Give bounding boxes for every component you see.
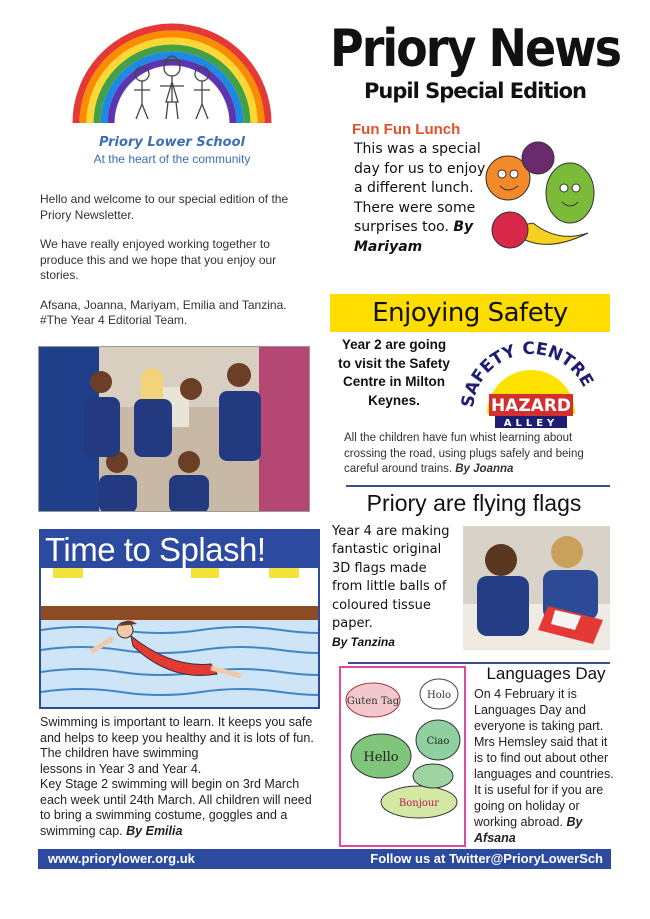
bubble-text: Bonjour — [398, 798, 440, 809]
twitter-link[interactable]: Follow us at Twitter@PrioryLowerSch — [370, 851, 603, 866]
languages-byline: By Afsana — [474, 815, 583, 845]
safety-lead: Year 2 are going to visit the Safety Centre in Milton Keynes. — [338, 337, 450, 408]
splash-body-text: Key Stage 2 swimming will begin on 3rd March each week until 24th March. All children will need to bring a swimming costume, goggles and a swimming cap. — [40, 777, 312, 838]
flags-body-text: Year 4 are making fantastic original 3D flags made from little balls of coloured tissue paper. — [332, 524, 450, 632]
flags-article — [332, 523, 460, 653]
lunch-byline: By Mariyam — [354, 219, 474, 255]
cartoon-fruit-illustration — [478, 138, 603, 258]
lunch-heading: Fun Fun Lunch — [352, 121, 461, 138]
splash-heading: Time to Splash! — [41, 531, 318, 568]
bubble-text: Holo — [427, 690, 451, 701]
hazard-logo-bottom-text: ALLEY — [503, 418, 559, 429]
languages-heading: Languages Day — [486, 664, 606, 683]
safety-detail-text: All the children have fun whist learning about crossing the road, using plugs safely and being careful around trains. — [344, 432, 584, 475]
safety-banner: Enjoying Safety — [330, 294, 610, 332]
website-link[interactable]: www.priorylower.org.uk — [48, 851, 195, 866]
lunch-article — [354, 140, 494, 258]
school-name: Priory Lower School — [99, 135, 245, 150]
hazard-alley-logo — [455, 334, 605, 430]
swimming-drawing — [41, 568, 318, 707]
splash-body-line: Swimming is important to learn. It keeps you safe and helps to keep you healthy and it is lots of fun. The children have swimming — [40, 715, 314, 760]
splash-article — [40, 715, 322, 839]
lunch-body-text: This was a special day for us to enjoy a different lunch. There were some surprises too. — [354, 141, 486, 236]
editorial-team-names: Afsana, Joanna, Mariyam, Emilia and Tanzina. — [40, 297, 287, 312]
newsletter-subtitle: Pupil Special Edition — [364, 79, 586, 103]
section-divider — [346, 485, 610, 487]
intro-paragraph: We have really enjoyed working together to produce this and we hope that you enjoy our stories. — [40, 237, 277, 282]
intro-paragraph: Hello and welcome to our special edition of the Priory Newsletter. — [40, 192, 289, 222]
footer-bar — [38, 849, 611, 869]
languages-drawing — [339, 666, 466, 847]
languages-article — [474, 686, 614, 846]
school-tagline: At the heart of the community — [93, 152, 251, 166]
bubble-text: Guten Tag — [346, 696, 400, 707]
flags-byline: By Tanzina — [332, 635, 395, 650]
safety-byline: By Joanna — [455, 463, 514, 475]
hazard-logo-top-text: SAFETY CENTRE — [458, 338, 598, 409]
splash-byline: By Emilia — [126, 823, 183, 838]
flags-heading: Priory are flying flags — [366, 490, 582, 516]
splash-body-line: lessons in Year 3 and Year 4. — [40, 761, 202, 776]
bubble-text: Ciao — [426, 736, 450, 747]
bubble-text: Hello — [363, 750, 399, 765]
intro-section — [40, 192, 315, 343]
newsletter-title: Priory News — [329, 18, 621, 79]
splash-body-line — [40, 777, 322, 839]
flag-making-photo — [463, 526, 610, 650]
editorial-team-tag: #The Year 4 Editorial Team. — [40, 313, 188, 327]
editorial-team-photo — [38, 346, 310, 512]
languages-body-text: On 4 February it is Languages Day and everyone is taking part. Mrs Hemsley said that it is to find out about other languages and countries. It is useful for if you are going on holiday or working abroad. — [474, 687, 614, 829]
hazard-logo-middle-text: HAZARD — [490, 396, 572, 416]
safety-detail — [344, 431, 610, 478]
